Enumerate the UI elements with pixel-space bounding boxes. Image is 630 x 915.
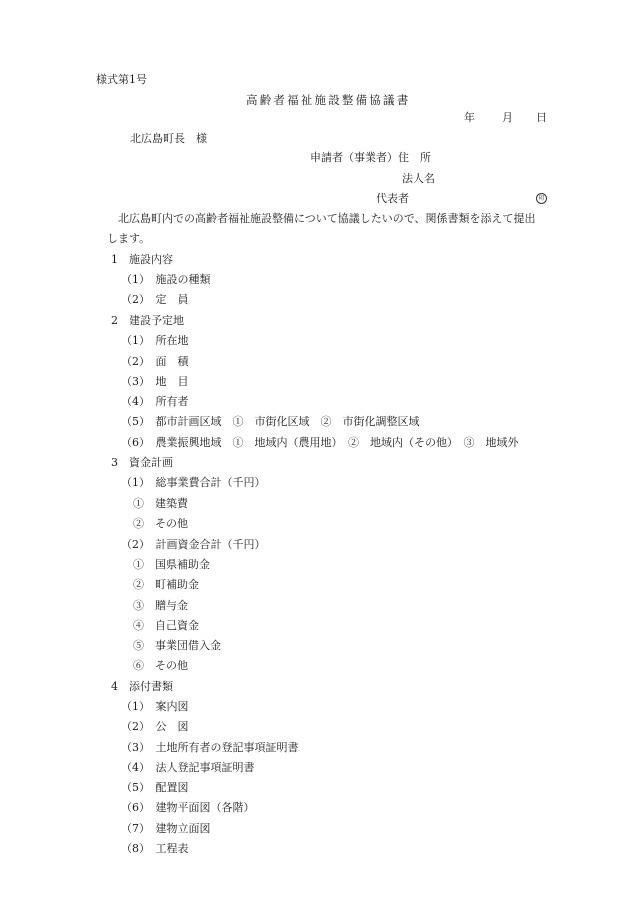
list-item: ③ 贈与金 (133, 599, 188, 612)
list-item: ⑤ 事業団借入金 (133, 639, 221, 652)
list-item: ① 建築費 (133, 497, 188, 510)
date-year: 年 (464, 111, 475, 124)
list-item: （2） 定 員 (121, 293, 189, 306)
applicant-rep-label: 代表者 (376, 192, 409, 205)
list-item: （1） 所在地 (121, 334, 189, 347)
section-1-heading: 1 施設内容 (111, 253, 173, 266)
date-day: 日 (536, 111, 547, 124)
section-2-heading: 2 建設予定地 (111, 314, 184, 327)
list-item: ② その他 (133, 517, 188, 530)
list-item: （4） 法人登記事項証明書 (121, 761, 255, 774)
list-item: ④ 自己資金 (133, 619, 199, 632)
body-line-2: します。 (107, 232, 151, 245)
section-4-heading: 4 添付書類 (111, 680, 173, 693)
document-title: 高齢者福祉施設整備協議書 (246, 93, 411, 107)
list-item: ① 国県補助金 (133, 558, 210, 571)
list-item: （1） 総事業費合計（千円） (121, 476, 266, 489)
list-item: （6） 建物平面図（各階） (121, 801, 255, 814)
list-item: ② 町補助金 (133, 578, 199, 591)
form-number: 様式第1号 (96, 73, 147, 86)
list-item: （3） 地 目 (121, 375, 189, 388)
list-item: （8） 工程表 (121, 842, 189, 855)
seal-mark: 印 (536, 193, 547, 204)
list-item: ⑥ その他 (133, 659, 188, 672)
list-item: （5） 都市計画区域 ① 市街化区域 ② 市街化調整区域 (121, 415, 420, 428)
section-3-heading: 3 資金計画 (111, 456, 173, 469)
list-item: （5） 配置図 (121, 781, 189, 794)
list-item: （7） 建物立面図 (121, 822, 211, 835)
list-item: （6） 農業振興地域 ① 地域内（農用地） ② 地域内（その他） ③ 地域外 (121, 436, 519, 449)
date-month: 月 (502, 111, 513, 124)
list-item: （2） 公 図 (121, 720, 189, 733)
applicant-address-label: 申請者（事業者）住 所 (310, 151, 431, 164)
addressee: 北広島町長 様 (130, 132, 207, 145)
list-item: （2） 計画資金合計（千円） (121, 538, 266, 551)
list-item: （3） 土地所有者の登記事項証明書 (121, 741, 299, 754)
applicant-corp-label: 法人名 (402, 172, 435, 185)
list-item: （1） 案内図 (121, 700, 189, 713)
list-item: （2） 面 積 (121, 355, 189, 368)
body-line-1: 北広島町内での高齢者福祉施設整備について協議したいので、関係書類を添えて提出 (118, 212, 536, 225)
list-item: （4） 所有者 (121, 395, 189, 408)
list-item: （1） 施設の種類 (121, 273, 211, 286)
